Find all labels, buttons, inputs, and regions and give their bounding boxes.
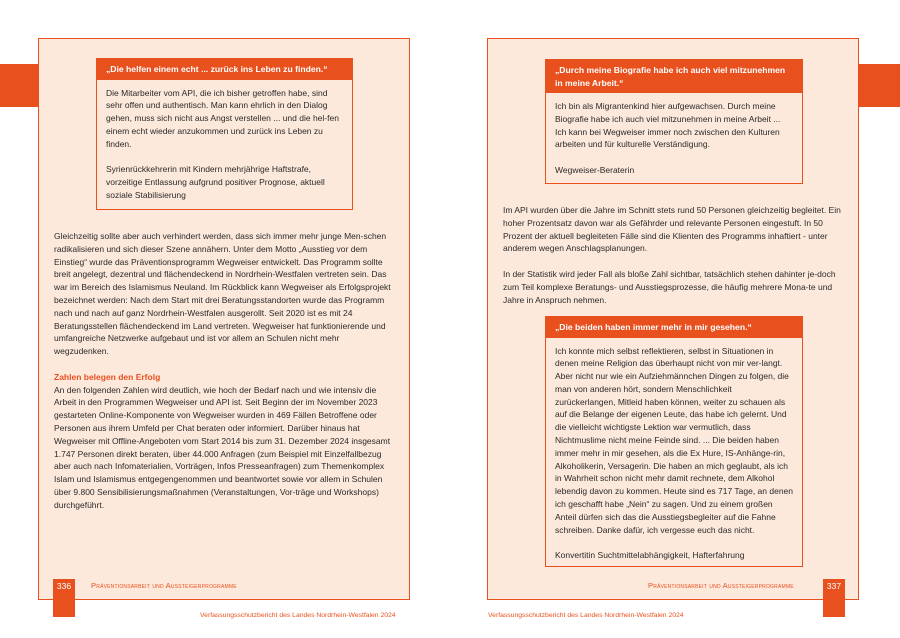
right-paragraph-1: Im API wurden über die Jahre im Schnitt stets rund 50 Personen gleichzeitig begleitet. Ein hoher Prozentsatz davon war als Gefährder und relevante Personen eingestuft. In 50 Prozent der aktuell begleiteten Fälle sind die Klienten des Programms inhaftiert - unter anderem wegen Anschlagsplanungen. [503, 205, 841, 254]
left-quote-box [96, 58, 353, 210]
left-edge-tab [0, 64, 39, 107]
left-subheading: Zahlen belegen den Erfolg [54, 371, 161, 382]
right-footer: Verfassungsschutzbericht des Landes Nordrhein-Westfalen 2024 [488, 612, 684, 619]
left-quote-attribution: Syrienrückkehrerin mit Kindern mehrjährige Haftstrafe, vorzeitige Entlassung aufgrund positiver Prognose, aktuell soziale Stabilisierung [106, 164, 325, 200]
right-quote-2-body: Ich konnte mich selbst reflektieren, selbst in Situationen in denen meine Religion das überhaupt nicht von mir ver-langt. Aber nicht nur wie ein Aufziehmännchen Dingen zu folgen, die man von anderen hört, sondern Menschlichkeit zurückerlangen, Mitleid haben können, weiter zu schauen als auf die Belange der eigenen Leute, das habe ich gelernt. Und die vielleicht wichtigste Lektion war vermutlich, dass Nichtmuslime nicht meine Feinde sind. ... Die beiden haben immer mehr in mir gesehen, als die Ex Hure, IS-Anhänge-rin, Alkoholikerin, Versagerin. Die haben an mich geglaubt, als ich in Wahrheit schon nicht mehr damit rechnete, dem Alkohol lebendig davon zu kommen. Heute sind es 717 Tage, an denen ich geschafft habe „Nein“ zu sagen. Und zu einem großen Anteil dürfen sich das die Ausstiegsbegleiter auf die Fahne schreiben. Danke dafür, ich vergesse euch das nicht. [555, 345, 794, 535]
right-quote-2-heading: „Die beiden haben immer mehr in mir gesehen.“ [546, 317, 802, 338]
right-quote-1-heading: „Durch meine Biografie habe ich auch viel mitzunehmen in meine Arbeit.“ [546, 60, 802, 93]
right-page-number: 337 [823, 579, 845, 617]
right-body-text [503, 204, 843, 319]
left-quote-body: Die Mitarbeiter vom API, die ich bisher getroffen habe, sind sehr offen und authentisch. Man kann ehrlich in den Dialog gehen, muss sich nicht aus Angst verstellen ... und die hel-fen einem echt wieder anzukommen und zurück ins Leben zu finden. [106, 87, 339, 149]
left-page-number: 336 [53, 579, 75, 617]
right-quote-1-body-wrap [546, 93, 802, 183]
left-running-head: Präventionsarbeit und Aussteigerprogramme [91, 581, 237, 590]
left-footer: Verfassungsschutzbericht des Landes Nordrhein-Westfalen 2024 [200, 612, 396, 619]
right-paragraph-2: In der Statistik wird jeder Fall als bloße Zahl sichtbar, tatsächlich stehen dahinter je-doch zum Teil komplexe Beratungs- und Ausstiegsprozesse, die häufig mehrere Mona-te und Jahre in Anspruch nehmen. [503, 268, 836, 305]
right-running-head: Präventionsarbeit und Aussteigerprogramme [648, 581, 794, 590]
right-quote-2-attribution: Konvertitin Suchtmittelabhängigkeit, Hafterfahrung [555, 550, 745, 561]
left-quote-body-wrap [97, 80, 352, 208]
left-body-text [54, 230, 394, 524]
right-quote-box-2 [545, 316, 803, 567]
right-quote-1-body: Ich bin als Migrantenkind hier aufgewachsen. Durch meine Biografie habe ich auch viel mitzunehmen in meine Arbeit ... Ich kann bei Wegweiser immer noch zwischen den Kulturen arbeiten und für kulturelle Verständigung. [555, 101, 781, 150]
left-paragraph-2: An den folgenden Zahlen wird deutlich, wie hoch der Bedarf nach und wie intensiv die Arbeit in den Programmen Wegweiser und API ist. Seit Beginn der im November 2023 gestarteten Online-Komponente von Wegweiser wurden in 469 Fällen Betroffene oder Personen aus ihrem Umfeld per Chat beraten oder informiert. Darüber hinaus hat Wegweiser mit Offline-Angeboten vom Start 2014 bis zum 31. Dezember 2024 insgesamt 1.747 Personen direkt beraten, über 44.000 Anfragen (zum Beispiel mit Einzelfallbezug aber auch nach Infomaterialien, Vorträgen, Infos Presseanfragen) zum Themenkomplex Islam und Islamismus entgegengenommen und beantwortet sowie vor allem in Schulen über 9.800 Sensibilisierungsmaßnahmen (Veranstaltungen, Vor-träge und Workshops) durchgeführt. [54, 384, 391, 510]
right-quote-2-body-wrap [546, 338, 802, 569]
left-quote-heading: „Die helfen einem echt ... zurück ins Leben zu finden.“ [97, 59, 352, 80]
right-quote-box-1 [545, 59, 803, 184]
left-section [54, 371, 394, 512]
left-paragraph-1: Gleichzeitig sollte aber auch verhindert werden, dass sich immer mehr junge Men-schen radikalisieren und sich dieser Szene annähern. Unter dem Motto „Ausstieg vor dem Einstieg“ wurde das Präventionsprogramm Wegweiser entwickelt. Das Programm sollte breit angelegt, dezentral und flächendeckend in Nordrhein-Westfalen vertreten sein. Das war im Bereich des Islamismus Neuland. Im Rückblick kann Wegweiser als Erfolgsprojekt bezeichnet werden: Nach dem Start mit drei Beratungsstandorten wurde das Programm nach und nach auf ganz Nordrhein-Westfalen ausgerollt. Seit 2020 ist es mit 24 Beratungsstellen flächendeckend im Land vertreten. Wegweiser hat funktionierende und umfangreiche Netzwerke aufgebaut und ist vor allem an Schulen nicht mehr wegzudenken. [54, 231, 391, 357]
right-edge-tab [859, 64, 900, 107]
right-quote-1-attribution: Wegweiser-Beraterin [555, 164, 635, 175]
